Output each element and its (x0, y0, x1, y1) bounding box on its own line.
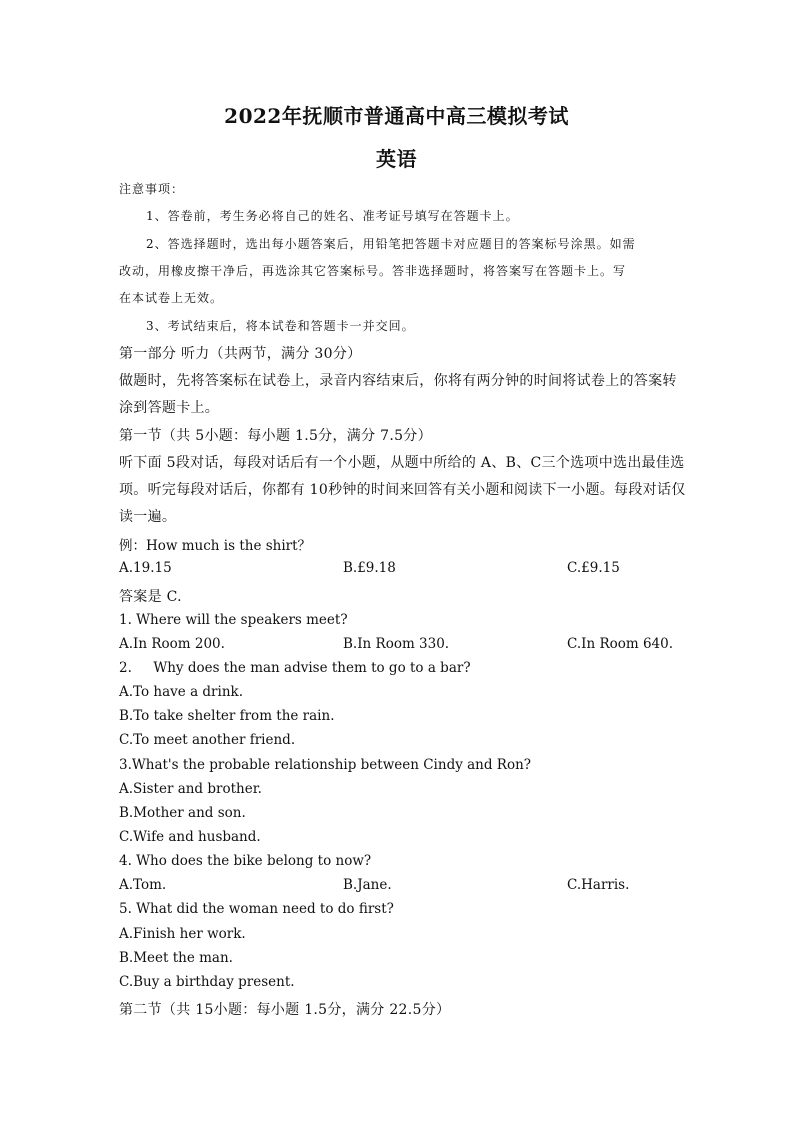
question-stem: 5. What did the woman need to do first? (119, 901, 394, 917)
example-question: 例：How much is the shirt？ (119, 538, 312, 554)
question-stem: 1. Where will the speakers meet? (119, 612, 348, 628)
question-option-c: C.Wife and husband. (119, 829, 261, 845)
exam-title: 2022年抚顺市普通高中高三模拟考试 (224, 104, 569, 128)
question-option-a: A.Sister and brother. (119, 781, 262, 797)
question-stem: 4. Who does the bike belong to now? (119, 853, 372, 869)
notes-heading: 注意事项： (119, 182, 185, 196)
note-item-2-line-2: 改动，用橡皮擦干净后，再选涂其它答案标号。答非选择题时，将答案写在答题卡上。写 (119, 264, 627, 278)
question-option-a: A.In Room 200. (119, 636, 225, 652)
question-option-a: A.To have a drink. (119, 684, 243, 700)
note-item-2-line-1: 2、答选择题时，选出每小题答案后，用铅笔把答题卡对应题目的答案标号涂黑。如需 (146, 237, 636, 251)
question-option-b: B.To take shelter from the rain. (119, 708, 335, 724)
section2-heading: 第二节（共 15小题：每小题 1.5分，满分 22.5分） (119, 1002, 451, 1018)
exam-subject: 英语 (376, 147, 417, 171)
question-option-a: A.Finish her work. (119, 926, 246, 942)
section1-heading: 第一节（共 5小题：每小题 1.5分，满分 7.5分） (119, 428, 432, 444)
note-item-2-line-3: 在本试卷上无效。 (119, 291, 224, 305)
question-option-b: B.Jane. (343, 877, 392, 893)
example-option-b: B.£9.18 (343, 560, 396, 576)
section1-instruction-line-3: 读一遍。 (119, 509, 177, 525)
part1-instruction-line-1: 做题时，先将答案标在试卷上，录音内容结束后，你将有两分钟的时间将试卷上的答案转 (119, 373, 677, 389)
question-stem: 3.What's the probable relationship between Cindy and Ron? (119, 757, 532, 773)
question-option-c: C.Buy a birthday present. (119, 974, 295, 990)
section1-instruction-line-2: 项。听完每段对话后，你都有 10秒钟的时间来回答有关小题和阅读下一小题。每段对话仅 (119, 482, 686, 498)
question-option-b: B.Meet the man. (119, 950, 233, 966)
section1-instruction-line-1: 听下面 5段对话，每段对话后有一个小题，从题中所给的 A、B、C三个选项中选出最佳选 (119, 455, 685, 471)
question-option-c: C.In Room 640. (567, 636, 674, 652)
part1-heading: 第一部分 听力（共两节，满分 30分） (119, 346, 362, 362)
question-stem: 2. Why does the man advise them to go to a bar? (119, 660, 471, 676)
question-option-b: B.In Room 330. (343, 636, 450, 652)
example-option-c: C.£9.15 (567, 560, 620, 576)
note-item-1: 1、答卷前，考生务必将自己的姓名、准考证号填写在答题卡上。 (146, 209, 519, 223)
example-answer: 答案是 C. (119, 589, 182, 605)
part1-instruction-line-2: 涂到答题卡上。 (119, 400, 220, 416)
question-option-c: C.To meet another friend. (119, 732, 296, 748)
question-option-b: B.Mother and son. (119, 805, 246, 821)
note-item-3: 3、考试结束后，将本试卷和答题卡一并交回。 (146, 319, 415, 333)
question-option-a: A.Tom. (119, 877, 167, 893)
example-option-a: A.19.15 (119, 560, 172, 576)
question-option-c: C.Harris. (567, 877, 630, 893)
